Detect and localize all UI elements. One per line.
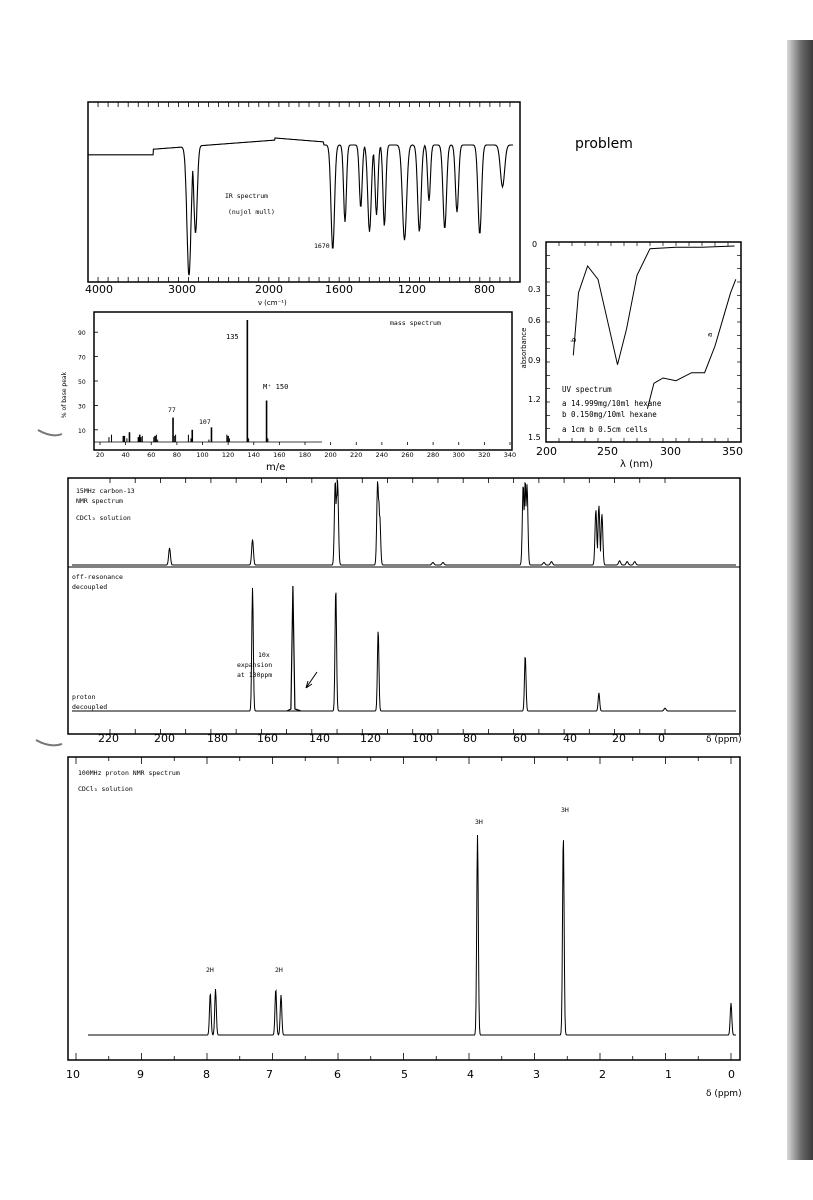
h1-integral-aromatic-2: 2H — [275, 966, 283, 974]
uv-legend-b: b 0.150mg/10ml hexane — [562, 410, 657, 419]
ir-tick-1200: 1200 — [398, 283, 426, 296]
uv-curve-b — [573, 246, 734, 365]
h1-integral-aromatic-1: 2H — [206, 966, 214, 974]
ir-label-2: (nujol mull) — [228, 208, 275, 216]
c13-offres-2: decoupled — [72, 583, 108, 591]
uv-xtick-200: 200 — [536, 445, 557, 458]
ms-y-tick-label: 70 — [78, 354, 86, 362]
h1-title-2: CDCl₃ solution — [78, 785, 133, 793]
ms-x-tick-label: 220 — [350, 451, 363, 459]
ms-x-tick-label: 260 — [401, 451, 414, 459]
ir-tick-800: 800 — [474, 283, 495, 296]
c13-xtick-180: 180 — [207, 732, 228, 745]
ir-tick-2000: 2000 — [255, 283, 283, 296]
ir-tick-3000: 3000 — [168, 283, 196, 296]
ms-x-tick-label: 180 — [298, 451, 312, 459]
ms-x-tick-label: 340 — [503, 451, 517, 459]
uv-ytick-0.9: 0.9 — [528, 356, 541, 365]
c13-xtick-140: 140 — [309, 732, 330, 745]
ms-frame — [94, 312, 512, 450]
c13-ticks — [110, 478, 665, 734]
h1-trace — [88, 835, 736, 1035]
c13-expansion-2: expansion — [237, 661, 273, 669]
ir-spectrum-panel — [85, 102, 520, 307]
c13-nmr-panel — [68, 478, 742, 745]
c13-xtick-40: 40 — [563, 732, 577, 745]
h1-integral-methyl: 3H — [561, 806, 569, 814]
ms-x-tick-label: 120 — [221, 451, 235, 459]
ir-xlabel: ν (cm⁻¹) — [258, 299, 287, 307]
ms-y-tick-label: 90 — [78, 330, 86, 338]
c13-xtick-100: 100 — [412, 732, 433, 745]
c13-expansion-3: at 130ppm — [237, 671, 273, 679]
ms-ylabel: % of base peak — [61, 371, 68, 419]
uv-xlabel: λ (nm) — [620, 459, 653, 470]
uv-ytick-0: 0 — [532, 240, 538, 249]
h1-ticks — [76, 757, 731, 1060]
h1-xtick-2: 2 — [599, 1068, 606, 1081]
uv-ytick-0.6: 0.6 — [528, 316, 541, 325]
c13-frame — [68, 478, 740, 734]
ms-xlabel: m/e — [266, 462, 286, 473]
c13-xtick-80: 80 — [463, 732, 477, 745]
h1-frame — [68, 757, 740, 1060]
uv-xtick-350: 350 — [722, 445, 743, 458]
ir-label-1: IR spectrum — [225, 192, 269, 200]
ms-x-tick-label: 280 — [426, 451, 440, 459]
ms-x-tick-label: 160 — [273, 451, 286, 459]
c13-xtick-200: 200 — [154, 732, 175, 745]
ms-x-tick-label: 20 — [95, 451, 105, 459]
ms-title: mass spectrum — [390, 319, 441, 327]
ms-x-tick-label: 140 — [247, 451, 260, 459]
c13-title-3: CDCl₃ solution — [76, 514, 131, 522]
c13-xtick-160: 160 — [257, 732, 278, 745]
h1-xtick-1: 1 — [665, 1068, 672, 1081]
h1-integral-methoxy: 3H — [475, 818, 483, 826]
ms-peak-label-77: 77 — [168, 406, 176, 414]
h1-xtick-4: 4 — [467, 1068, 474, 1081]
ms-peak-label-150: M⁺ 150 — [263, 383, 289, 391]
ms-x-tick-label: 240 — [375, 451, 389, 459]
ir-tick-1600: 1600 — [325, 283, 353, 296]
uv-xtick-250: 250 — [597, 445, 618, 458]
mass-spectrum-panel — [61, 312, 516, 473]
c13-proton-2: decoupled — [72, 703, 108, 711]
c13-xtick-220: 220 — [98, 732, 119, 745]
h1-xtick-7: 7 — [266, 1068, 273, 1081]
ms-x-tick-label: 40 — [121, 451, 130, 459]
ms-peaks — [109, 320, 268, 442]
page-title: problem — [575, 136, 633, 152]
c13-expansion-1: 10x — [258, 651, 270, 659]
c13-off-resonance-trace — [72, 480, 736, 565]
expansion-arrow-icon — [306, 672, 317, 688]
ms-y-tick-label: 30 — [78, 403, 86, 411]
c13-xlabel: δ (ppm) — [706, 735, 742, 745]
c13-proton-decoupled-trace — [72, 588, 736, 711]
ms-x-tick-label: 300 — [452, 451, 465, 459]
uv-spectrum-panel — [520, 240, 743, 470]
c13-title-1: 15MHz carbon-13 — [76, 487, 135, 495]
uv-legend-a: a 14.999mg/10ml hexane — [562, 399, 662, 408]
uv-title: UV spectrum — [562, 385, 612, 394]
h1-xlabel: δ (ppm) — [706, 1089, 742, 1099]
uv-ytick-1.5: 1.5 — [528, 433, 541, 442]
uv-curve-label-b: b — [570, 337, 578, 342]
ms-x-tick-label: 80 — [172, 451, 182, 459]
margin-mark-1 — [38, 430, 62, 435]
ms-x-tick-label: 60 — [147, 451, 156, 459]
h1-xtick-9: 9 — [137, 1068, 144, 1081]
ir-tick-4000: 4000 — [85, 283, 113, 296]
ms-y-tick-label: 10 — [78, 427, 86, 435]
uv-ylabel: absorbance — [520, 327, 528, 369]
uv-xtick-300: 300 — [660, 445, 681, 458]
c13-expansion-trace — [287, 586, 301, 711]
ms-x-tick-label: 320 — [478, 451, 491, 459]
ms-y-ticks — [78, 330, 98, 435]
h1-xtick-8: 8 — [203, 1068, 210, 1081]
h1-nmr-panel — [66, 757, 742, 1099]
uv-ytick-1.2: 1.2 — [528, 395, 541, 404]
c13-offres-1: off-resonance — [72, 573, 123, 581]
c13-xtick-120: 120 — [360, 732, 381, 745]
ms-x-tick-label: 100 — [196, 451, 209, 459]
h1-xtick-6: 6 — [334, 1068, 341, 1081]
ms-x-tick-label: 200 — [324, 451, 337, 459]
h1-xtick-5: 5 — [401, 1068, 408, 1081]
h1-title-1: 100MHz proton NMR spectrum — [78, 769, 180, 777]
uv-ytick-0.3: 0.3 — [528, 285, 541, 294]
uv-curve-a — [647, 279, 735, 408]
c13-xtick-20: 20 — [612, 732, 626, 745]
ms-peak-label-107: 107 — [199, 418, 211, 426]
c13-title-2: NMR spectrum — [76, 497, 123, 505]
uv-cells: a 1cm b 0.5cm cells — [562, 425, 648, 434]
h1-xtick-0: 0 — [728, 1068, 735, 1081]
c13-xtick-0: 0 — [658, 732, 665, 745]
h1-xtick-10: 10 — [66, 1068, 80, 1081]
uv-curve-label-a: a — [706, 332, 714, 337]
ms-y-tick-label: 50 — [78, 379, 86, 386]
ms-peak-label-135: 135 — [226, 333, 239, 341]
ir-trace — [88, 138, 513, 275]
margin-mark-2 — [36, 740, 62, 745]
ir-annotation-1670: 1670 — [314, 242, 330, 250]
c13-proton-1: proton — [72, 693, 96, 701]
c13-xtick-60: 60 — [513, 732, 527, 745]
h1-xtick-3: 3 — [533, 1068, 540, 1081]
